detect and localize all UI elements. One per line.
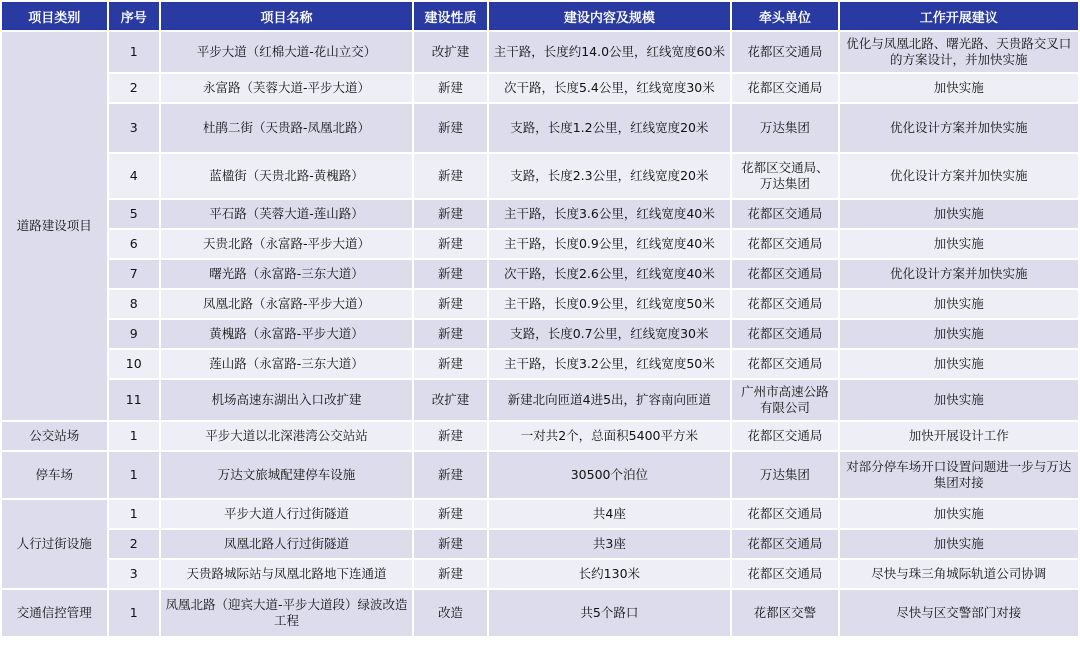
unit-cell: 花都区交通局	[732, 530, 838, 558]
advice-cell: 加快实施	[840, 530, 1078, 558]
advice-cell: 加快实施	[840, 320, 1078, 348]
unit-cell: 花都区交通局	[732, 260, 838, 288]
table-row	[2, 290, 1078, 318]
advice-cell: 加快实施	[840, 290, 1078, 318]
unit-cell: 花都区交通局	[732, 422, 838, 450]
content-cell: 一对共2个，总面积5400平方米	[489, 422, 730, 450]
name-cell: 凤凰北路（永富路-平步大道）	[161, 290, 412, 318]
no-cell: 4	[109, 154, 159, 198]
category-cell: 交通信控管理	[2, 590, 107, 636]
advice-cell: 加快实施	[840, 230, 1078, 258]
content-cell: 支路，长度0.7公里，红线宽度30米	[489, 320, 730, 348]
content-cell: 长约130米	[489, 560, 730, 588]
table-row	[2, 104, 1078, 152]
table-row	[2, 200, 1078, 228]
header-content: 建设内容及规模	[489, 2, 730, 30]
name-cell: 曙光路（永富路-三东大道）	[161, 260, 412, 288]
advice-cell: 加快开展设计工作	[840, 422, 1078, 450]
nature-cell: 新建	[414, 154, 486, 198]
content-cell: 支路，长度1.2公里，红线宽度20米	[489, 104, 730, 152]
table-row	[2, 452, 1078, 498]
nature-cell: 新建	[414, 452, 486, 498]
name-cell: 平步大道以北深港湾公交站站	[161, 422, 412, 450]
content-cell: 共3座	[489, 530, 730, 558]
table-row	[2, 74, 1078, 102]
unit-cell: 花都区交通局、万达集团	[732, 154, 838, 198]
category-cell: 停车场	[2, 452, 107, 498]
nature-cell: 改扩建	[414, 32, 486, 72]
advice-cell: 优化设计方案并加快实施	[840, 260, 1078, 288]
nature-cell: 新建	[414, 230, 486, 258]
name-cell: 平石路（芙蓉大道-莲山路）	[161, 200, 412, 228]
name-cell: 凤凰北路人行过街隧道	[161, 530, 412, 558]
unit-cell: 广州市高速公路有限公司	[732, 380, 838, 420]
no-cell: 2	[109, 530, 159, 558]
table-row	[2, 590, 1078, 636]
category-cell: 人行过街设施	[2, 500, 107, 588]
nature-cell: 新建	[414, 200, 486, 228]
advice-cell: 加快实施	[840, 380, 1078, 420]
name-cell: 蓝楹街（天贵北路-黄槐路）	[161, 154, 412, 198]
category-cell: 公交站场	[2, 422, 107, 450]
table-row	[2, 230, 1078, 258]
no-cell: 9	[109, 320, 159, 348]
advice-cell: 优化设计方案并加快实施	[840, 154, 1078, 198]
content-cell: 主干路，长度3.2公里，红线宽度50米	[489, 350, 730, 378]
unit-cell: 花都区交通局	[732, 200, 838, 228]
header-advice: 工作开展建议	[840, 2, 1078, 30]
name-cell: 永富路（芙蓉大道-平步大道）	[161, 74, 412, 102]
nature-cell: 改造	[414, 590, 486, 636]
table-row	[2, 154, 1078, 198]
table-body	[2, 32, 1078, 636]
unit-cell: 万达集团	[732, 104, 838, 152]
advice-cell: 对部分停车场开口设置问题进一步与万达集团对接	[840, 452, 1078, 498]
name-cell: 天贵北路（永富路-平步大道）	[161, 230, 412, 258]
nature-cell: 改扩建	[414, 380, 486, 420]
no-cell: 5	[109, 200, 159, 228]
unit-cell: 花都区交通局	[732, 290, 838, 318]
no-cell: 1	[109, 500, 159, 528]
name-cell: 凤凰北路（迎宾大道-平步大道段）绿波改造工程	[161, 590, 412, 636]
table-row	[2, 350, 1078, 378]
name-cell: 天贵路城际站与凤凰北路地下连通道	[161, 560, 412, 588]
advice-cell: 加快实施	[840, 200, 1078, 228]
name-cell: 黄槐路（永富路-平步大道）	[161, 320, 412, 348]
name-cell: 机场高速东湖出入口改扩建	[161, 380, 412, 420]
nature-cell: 新建	[414, 350, 486, 378]
nature-cell: 新建	[414, 500, 486, 528]
no-cell: 11	[109, 380, 159, 420]
unit-cell: 花都区交通局	[732, 560, 838, 588]
header-name: 项目名称	[161, 2, 412, 30]
advice-cell: 加快实施	[840, 500, 1078, 528]
nature-cell: 新建	[414, 104, 486, 152]
name-cell: 平步大道（红棉大道-花山立交）	[161, 32, 412, 72]
advice-cell: 加快实施	[840, 74, 1078, 102]
content-cell: 共4座	[489, 500, 730, 528]
nature-cell: 新建	[414, 290, 486, 318]
no-cell: 3	[109, 560, 159, 588]
name-cell: 平步大道人行过街隧道	[161, 500, 412, 528]
header-unit: 牵头单位	[732, 2, 838, 30]
unit-cell: 花都区交通局	[732, 320, 838, 348]
unit-cell: 花都区交通局	[732, 230, 838, 258]
content-cell: 新建北向匝道4进5出，扩容南向匝道	[489, 380, 730, 420]
nature-cell: 新建	[414, 560, 486, 588]
unit-cell: 花都区交通局	[732, 74, 838, 102]
table-row	[2, 320, 1078, 348]
content-cell: 次干路，长度5.4公里，红线宽度30米	[489, 74, 730, 102]
content-cell: 主干路，长度0.9公里，红线宽度50米	[489, 290, 730, 318]
nature-cell: 新建	[414, 74, 486, 102]
no-cell: 10	[109, 350, 159, 378]
category-cell: 道路建设项目	[2, 32, 107, 420]
name-cell: 莲山路（永富路-三东大道）	[161, 350, 412, 378]
name-cell: 杜鹃二街（天贵路-凤凰北路）	[161, 104, 412, 152]
table-row	[2, 380, 1078, 420]
header-category: 项目类别	[2, 2, 107, 30]
no-cell: 8	[109, 290, 159, 318]
content-cell: 共5个路口	[489, 590, 730, 636]
nature-cell: 新建	[414, 422, 486, 450]
content-cell: 主干路，长度约14.0公里，红线宽度60米	[489, 32, 730, 72]
content-cell: 支路，长度2.3公里，红线宽度20米	[489, 154, 730, 198]
unit-cell: 花都区交通局	[732, 350, 838, 378]
table-row	[2, 500, 1078, 528]
no-cell: 3	[109, 104, 159, 152]
no-cell: 1	[109, 590, 159, 636]
table-row	[2, 530, 1078, 558]
nature-cell: 新建	[414, 260, 486, 288]
advice-cell: 尽快与区交警部门对接	[840, 590, 1078, 636]
no-cell: 2	[109, 74, 159, 102]
header-nature: 建设性质	[414, 2, 486, 30]
content-cell: 30500个泊位	[489, 452, 730, 498]
nature-cell: 新建	[414, 320, 486, 348]
advice-cell: 尽快与珠三角城际轨道公司协调	[840, 560, 1078, 588]
advice-cell: 优化设计方案并加快实施	[840, 104, 1078, 152]
no-cell: 6	[109, 230, 159, 258]
content-cell: 主干路，长度3.6公里，红线宽度40米	[489, 200, 730, 228]
table-row	[2, 422, 1078, 450]
name-cell: 万达文旅城配建停车设施	[161, 452, 412, 498]
no-cell: 1	[109, 452, 159, 498]
table-row	[2, 32, 1078, 72]
no-cell: 1	[109, 32, 159, 72]
header-no: 序号	[109, 2, 159, 30]
no-cell: 1	[109, 422, 159, 450]
content-cell: 主干路，长度0.9公里，红线宽度40米	[489, 230, 730, 258]
table-row	[2, 560, 1078, 588]
unit-cell: 花都区交通局	[732, 32, 838, 72]
unit-cell: 花都区交警	[732, 590, 838, 636]
advice-cell: 优化与凤凰北路、曙光路、天贵路交叉口的方案设计，并加快实施	[840, 32, 1078, 72]
header-row	[2, 2, 1078, 30]
unit-cell: 花都区交通局	[732, 500, 838, 528]
content-cell: 次干路，长度2.6公里，红线宽度40米	[489, 260, 730, 288]
no-cell: 7	[109, 260, 159, 288]
advice-cell: 加快实施	[840, 350, 1078, 378]
unit-cell: 万达集团	[732, 452, 838, 498]
table-row	[2, 260, 1078, 288]
nature-cell: 新建	[414, 530, 486, 558]
